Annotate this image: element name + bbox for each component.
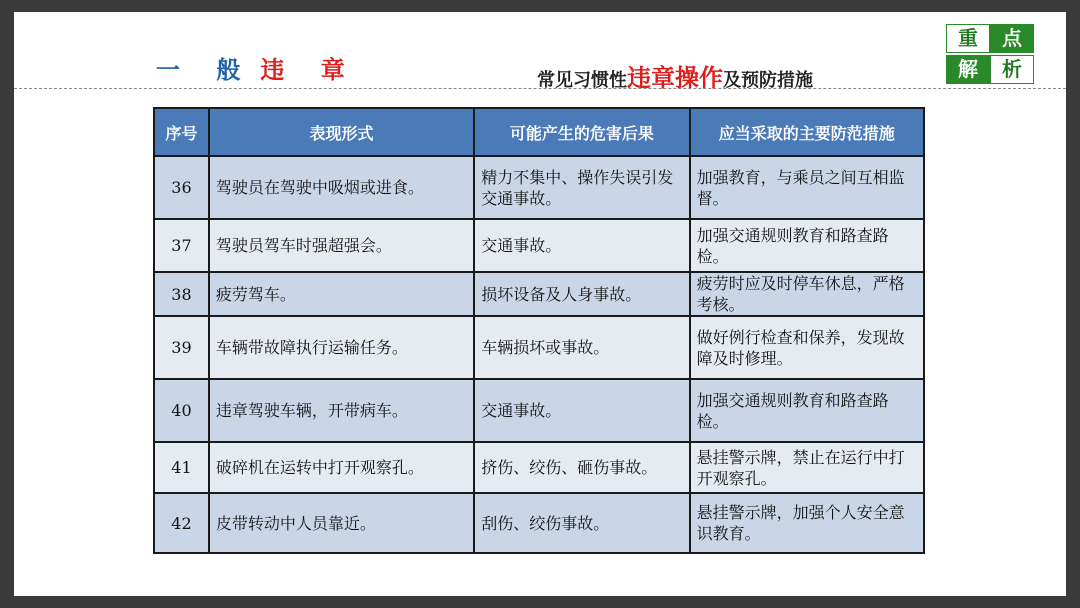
header-harm: 可能产生的危害后果 <box>474 108 689 156</box>
badge-char-4: 析 <box>990 55 1034 84</box>
cell-measure: 悬挂警示牌，加强个人安全意识教育。 <box>690 493 924 553</box>
cell-harm: 损坏设备及人身事故。 <box>474 272 689 316</box>
header-measure: 应当采取的主要防范措施 <box>690 108 924 156</box>
subtitle-post: 及预防措施 <box>723 70 813 91</box>
subtitle-pre: 常见习惯性 <box>537 70 627 91</box>
header-form: 表现形式 <box>209 108 474 156</box>
cell-form: 疲劳驾车。 <box>209 272 474 316</box>
cell-measure: 加强交通规则教育和路查路检。 <box>690 219 924 272</box>
table-header-row <box>154 108 924 156</box>
badge-char-2: 点 <box>990 24 1034 53</box>
cell-form: 驾驶员在驾驶中吸烟或进食。 <box>209 156 474 219</box>
badge-char-1: 重 <box>946 24 990 53</box>
key-analysis-badge <box>946 24 1034 86</box>
cell-no: 36 <box>154 156 209 219</box>
cell-form: 车辆带故障执行运输任务。 <box>209 316 474 379</box>
page-title <box>156 50 359 85</box>
cell-form: 皮带转动中人员靠近。 <box>209 493 474 553</box>
cell-harm: 车辆损坏或事故。 <box>474 316 689 379</box>
cell-no: 42 <box>154 493 209 553</box>
cell-measure: 疲劳时应及时停车休息，严格考核。 <box>690 272 924 316</box>
cell-measure: 悬挂警示牌，禁止在运行中打开观察孔。 <box>690 442 924 493</box>
violations-table <box>153 107 925 554</box>
cell-no: 41 <box>154 442 209 493</box>
cell-measure: 做好例行检查和保养，发现故障及时修理。 <box>690 316 924 379</box>
table-row <box>154 493 924 553</box>
table-row <box>154 219 924 272</box>
title-part-violation: 违 章 <box>260 56 359 84</box>
cell-measure: 加强教育，与乘员之间互相监督。 <box>690 156 924 219</box>
cell-harm: 刮伤、绞伤事故。 <box>474 493 689 553</box>
subtitle-highlight: 违章操作 <box>627 64 723 92</box>
divider <box>14 88 1066 89</box>
cell-no: 40 <box>154 379 209 442</box>
cell-harm: 挤伤、绞伤、砸伤事故。 <box>474 442 689 493</box>
cell-no: 38 <box>154 272 209 316</box>
table-row <box>154 316 924 379</box>
cell-no: 37 <box>154 219 209 272</box>
cell-no: 39 <box>154 316 209 379</box>
cell-form: 破碎机在运转中打开观察孔。 <box>209 442 474 493</box>
table-row <box>154 156 924 219</box>
badge-char-3: 解 <box>946 55 990 84</box>
table-row <box>154 379 924 442</box>
cell-harm: 交通事故。 <box>474 379 689 442</box>
cell-form: 驾驶员驾车时强超强会。 <box>209 219 474 272</box>
header-no: 序号 <box>154 108 209 156</box>
table-row <box>154 442 924 493</box>
table-row <box>154 272 924 316</box>
cell-harm: 交通事故。 <box>474 219 689 272</box>
slide <box>14 12 1066 596</box>
cell-measure: 加强交通规则教育和路查路检。 <box>690 379 924 442</box>
cell-form: 违章驾驶车辆，开带病车。 <box>209 379 474 442</box>
cell-harm: 精力不集中、操作失误引发交通事故。 <box>474 156 689 219</box>
title-part-general: 一 般 <box>156 56 255 84</box>
